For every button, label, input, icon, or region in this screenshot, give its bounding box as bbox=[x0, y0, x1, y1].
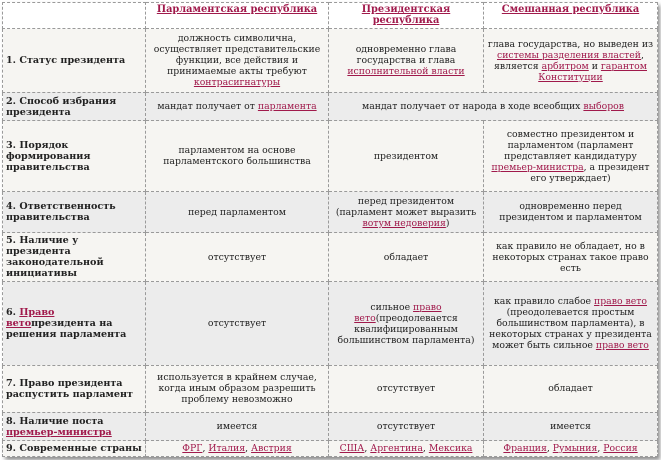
header-mixed[interactable]: Смешанная республика bbox=[484, 3, 658, 29]
cell-presidential: одновременно глава государства и глава исполнительной власти bbox=[329, 29, 484, 93]
cell-parliamentary: парламентом на основе парламентского большинства bbox=[146, 121, 329, 192]
comparison-table-frame bbox=[2, 2, 657, 457]
link-veto[interactable]: право вето bbox=[595, 340, 649, 352]
header-row bbox=[3, 3, 658, 29]
republic-comparison-table bbox=[2, 2, 658, 457]
row-dissolve-parliament bbox=[3, 365, 658, 412]
row-label: 7. Право президента распустить парламент bbox=[3, 365, 146, 412]
cell-presidential: обладает bbox=[329, 233, 484, 282]
row-label: 4. Ответственность правительства bbox=[3, 192, 146, 233]
cell-parliamentary: должность символична, осуществляет представительские функции, все действия и принимаемые акты требуют контрасигнатуры bbox=[146, 29, 329, 93]
row-legislative-initiative bbox=[3, 233, 658, 282]
row-government-formation bbox=[3, 121, 658, 192]
cell-mixed: глава государства, но выведен из системы разделения властей, является арбитром и гарантом Конституции bbox=[484, 29, 658, 93]
cell-mixed: Франция, Румыния, Россия bbox=[484, 441, 658, 457]
link-country[interactable]: США bbox=[339, 443, 365, 455]
header-parliamentary[interactable]: Парламентская республика bbox=[146, 3, 329, 29]
row-label: 9. Современные страны bbox=[3, 441, 146, 457]
link-country[interactable]: Россия bbox=[603, 443, 638, 455]
cell-presidential: отсутствует bbox=[329, 412, 484, 440]
cell-parliamentary: имеется bbox=[146, 412, 329, 440]
link-countersignature[interactable]: контрасигнатуры bbox=[193, 77, 281, 89]
link-veto[interactable]: право вето bbox=[354, 301, 442, 324]
cell-parliamentary: ФРГ, Италия, Австрия bbox=[146, 441, 329, 457]
row-label: 5. Наличие у президента законодательной инициативы bbox=[3, 233, 146, 282]
link-country[interactable]: Мексика bbox=[428, 443, 473, 455]
cell-mixed: совместно президентом и парламентом (парламент представляет кандидатуру премьер-министра, а президент его утверждает) bbox=[484, 121, 658, 192]
cell-presidential-mixed: мандат получает от народа в ходе всеобщих выборов bbox=[329, 92, 658, 120]
link-veto-right[interactable]: Право вето bbox=[6, 307, 55, 330]
row-label: 6. Право ветопрезидента на решения парламента bbox=[3, 282, 146, 366]
cell-parliamentary: отсутствует bbox=[146, 282, 329, 366]
row-government-responsibility bbox=[3, 192, 658, 233]
link-arbiter[interactable]: арбитром bbox=[541, 60, 589, 72]
link-country[interactable]: Аргентина bbox=[370, 443, 423, 455]
row-election-method bbox=[3, 92, 658, 120]
link-veto[interactable]: право вето bbox=[594, 296, 647, 308]
header-empty-cell bbox=[3, 3, 146, 29]
cell-parliamentary: мандат получает от парламента bbox=[146, 92, 329, 120]
link-separation-of-powers[interactable]: системы разделения властей bbox=[497, 49, 641, 61]
cell-mixed: одновременно перед президентом и парламентом bbox=[484, 192, 658, 233]
cell-mixed: как правило слабое право вето (преодолевается простым большинством парламента), в некоторых странах у президента может быть сильное право вето bbox=[484, 282, 658, 366]
link-country[interactable]: Румыния bbox=[552, 443, 598, 455]
link-prime-minister[interactable]: премьер-министра bbox=[6, 426, 112, 438]
link-prime-minister[interactable]: премьер-министра bbox=[491, 161, 584, 173]
cell-presidential: президентом bbox=[329, 121, 484, 192]
row-president-status bbox=[3, 29, 658, 93]
link-executive-power[interactable]: исполнительной власти bbox=[347, 66, 465, 78]
row-veto-right bbox=[3, 282, 658, 366]
link-country[interactable]: Франция bbox=[503, 443, 547, 455]
row-modern-countries bbox=[3, 441, 658, 457]
row-label: 8. Наличие поста премьер-министра bbox=[3, 412, 146, 440]
link-guarantor-constitution[interactable]: гарантом Конституции bbox=[538, 60, 647, 83]
cell-mixed: обладает bbox=[484, 365, 658, 412]
row-label: 3. Порядок формирования правительства bbox=[3, 121, 146, 192]
cell-presidential: сильное право вето(преодолевается квалифицированным большинством парламента) bbox=[329, 282, 484, 366]
cell-presidential: перед президентом (парламент может выразить вотум недоверия) bbox=[329, 192, 484, 233]
link-no-confidence-vote[interactable]: вотум недоверия bbox=[362, 217, 446, 229]
cell-parliamentary: отсутствует bbox=[146, 233, 329, 282]
cell-mixed: как правило не обладает, но в некоторых странах такое право есть bbox=[484, 233, 658, 282]
link-country[interactable]: ФРГ bbox=[182, 443, 203, 455]
cell-parliamentary: используется в крайнем случае, когда иным образом разрешить проблему невозможно bbox=[146, 365, 329, 412]
link-country[interactable]: Австрия bbox=[251, 443, 292, 455]
link-country[interactable]: Италия bbox=[208, 443, 246, 455]
row-label: 2. Способ избрания президента bbox=[3, 92, 146, 120]
link-parliament[interactable]: парламента bbox=[257, 101, 317, 113]
link-elections[interactable]: выборов bbox=[583, 101, 625, 113]
cell-mixed: имеется bbox=[484, 412, 658, 440]
cell-parliamentary: перед парламентом bbox=[146, 192, 329, 233]
row-prime-minister-post bbox=[3, 412, 658, 440]
header-presidential[interactable]: Президентская республика bbox=[329, 3, 484, 29]
row-label: 1. Статус президента bbox=[3, 29, 146, 93]
cell-presidential: США, Аргентина, Мексика bbox=[329, 441, 484, 457]
cell-presidential: отсутствует bbox=[329, 365, 484, 412]
